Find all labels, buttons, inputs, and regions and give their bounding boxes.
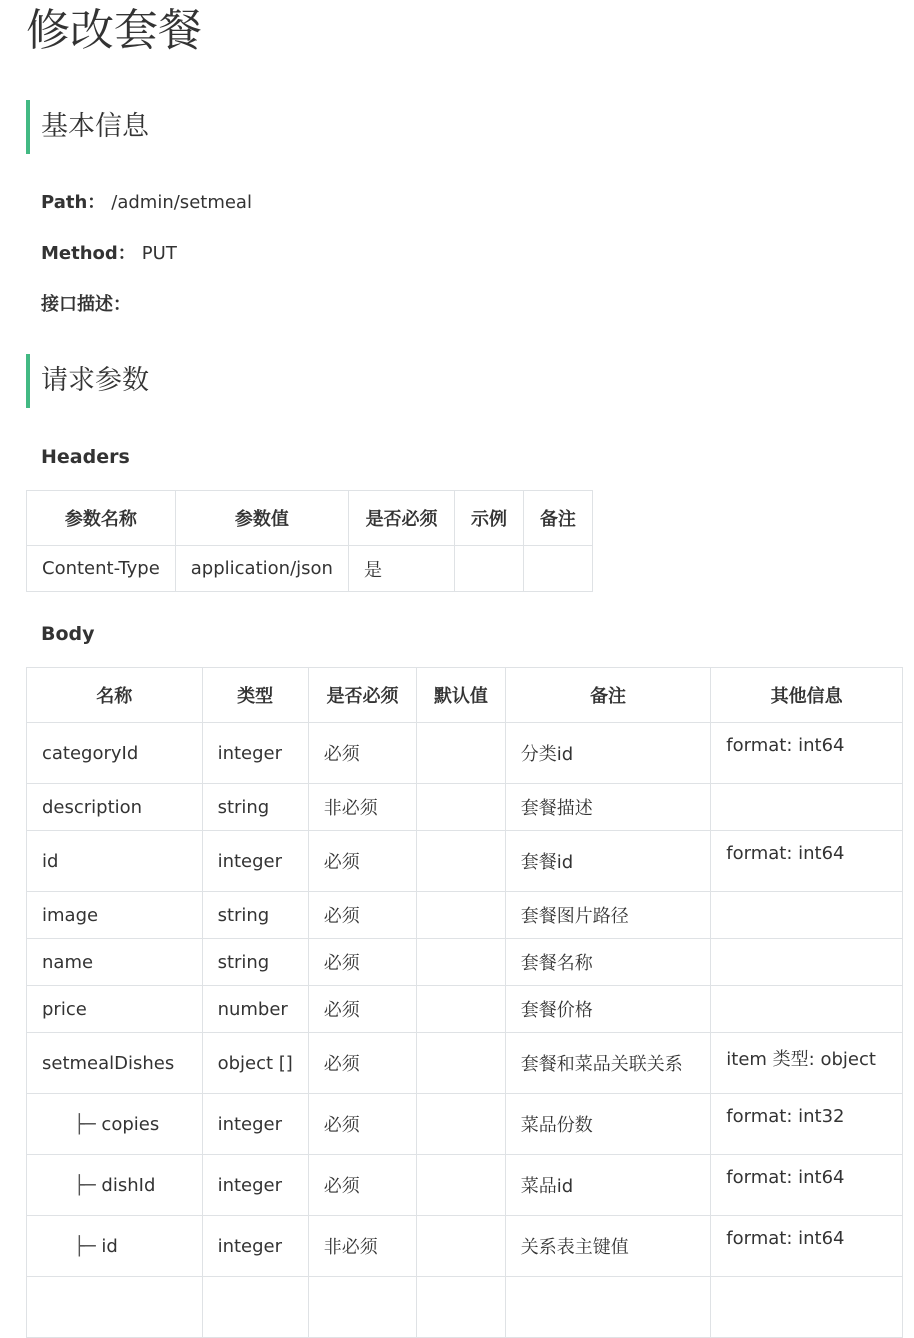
cell-remark: 套餐id [505, 831, 711, 892]
cell-default [417, 831, 506, 892]
field-name: image [42, 904, 99, 926]
cell-type: number [202, 986, 308, 1033]
headers-label: Headers [41, 446, 130, 468]
cell-other: item 类型: object [711, 1033, 903, 1094]
table-row [27, 784, 903, 831]
cell-other [711, 784, 903, 831]
cell-default [417, 986, 506, 1033]
cell-required: 必须 [308, 939, 416, 986]
body-label: Body [41, 623, 95, 645]
method-label: Method： [41, 243, 136, 264]
header-cell-required: 是 [348, 546, 454, 592]
cell-type: integer [202, 1155, 308, 1216]
cell-name [27, 1155, 203, 1216]
table-row [27, 986, 903, 1033]
header-cell-value: application/json [175, 546, 348, 592]
cell-name [27, 1094, 203, 1155]
field-name: copies [101, 1113, 160, 1135]
cell-required: 必须 [308, 986, 416, 1033]
cell-default [417, 1033, 506, 1094]
description-line [41, 293, 131, 317]
cell-name [27, 784, 203, 831]
field-name: dishId [101, 1174, 156, 1196]
cell-default [417, 1216, 506, 1277]
cell-type [202, 1277, 308, 1338]
table-row [27, 1155, 903, 1216]
cell-remark: 关系表主键值 [505, 1216, 711, 1277]
cell-remark: 菜品id [505, 1155, 711, 1216]
cell-other: format: int32 [711, 1094, 903, 1155]
table-row [27, 723, 903, 784]
cell-name [27, 1277, 203, 1338]
header-col-param-name: 参数名称 [27, 491, 176, 546]
cell-type: integer [202, 723, 308, 784]
cell-name [27, 1033, 203, 1094]
table-row [27, 939, 903, 986]
cell-default [417, 723, 506, 784]
header-col-example: 示例 [455, 491, 524, 546]
cell-type: integer [202, 1216, 308, 1277]
cell-default [417, 784, 506, 831]
cell-name [27, 723, 203, 784]
cell-required: 非必须 [308, 784, 416, 831]
cell-required [308, 1277, 416, 1338]
body-col-type: 类型 [202, 668, 308, 723]
cell-type: string [202, 939, 308, 986]
table-row [27, 1216, 903, 1277]
cell-name [27, 939, 203, 986]
headers-table-row [27, 546, 593, 592]
cell-remark [505, 1277, 711, 1338]
cell-other: format: int64 [711, 831, 903, 892]
cell-default [417, 892, 506, 939]
body-col-other: 其他信息 [711, 668, 903, 723]
section-heading-request-params: 请求参数 [26, 354, 149, 408]
header-col-param-value: 参数值 [175, 491, 348, 546]
header-cell-remark [523, 546, 592, 592]
description-label: 接口描述： [41, 294, 131, 315]
cell-other: format: int64 [711, 723, 903, 784]
cell-remark: 套餐和菜品关联关系 [505, 1033, 711, 1094]
header-col-required: 是否必须 [348, 491, 454, 546]
table-row [27, 892, 903, 939]
body-table-header-row [27, 668, 903, 723]
field-name: description [42, 796, 143, 818]
headers-table [26, 490, 593, 592]
body-col-remark: 备注 [505, 668, 711, 723]
cell-required: 必须 [308, 1033, 416, 1094]
body-table [26, 667, 903, 1338]
cell-type: string [202, 784, 308, 831]
section-heading-basic-info: 基本信息 [26, 100, 149, 154]
cell-type: object [] [202, 1033, 308, 1094]
cell-type: string [202, 892, 308, 939]
header-cell-name: Content-Type [27, 546, 176, 592]
cell-other: format: int64 [711, 1216, 903, 1277]
table-row [27, 831, 903, 892]
cell-required: 必须 [308, 831, 416, 892]
cell-required: 必须 [308, 1094, 416, 1155]
body-col-required: 是否必须 [308, 668, 416, 723]
cell-other [711, 892, 903, 939]
table-row [27, 1033, 903, 1094]
field-name: categoryId [42, 742, 139, 764]
cell-required: 必须 [308, 723, 416, 784]
cell-remark: 套餐描述 [505, 784, 711, 831]
cell-remark: 套餐图片路径 [505, 892, 711, 939]
header-cell-example [455, 546, 524, 592]
path-value: /admin/setmeal [111, 192, 252, 213]
cell-required: 必须 [308, 892, 416, 939]
field-name: name [42, 951, 94, 973]
cell-type: integer [202, 1094, 308, 1155]
field-name: id [42, 850, 59, 872]
tree-branch-icon: ├─ [74, 1235, 96, 1257]
cell-name [27, 831, 203, 892]
page-title: 修改套餐 [26, 5, 202, 56]
cell-default [417, 939, 506, 986]
cell-other [711, 1277, 903, 1338]
path-label: Path： [41, 192, 106, 213]
cell-remark: 套餐价格 [505, 986, 711, 1033]
method-value: PUT [141, 243, 177, 264]
cell-other: format: int64 [711, 1155, 903, 1216]
table-row [27, 1094, 903, 1155]
cell-name [27, 892, 203, 939]
path-line [41, 191, 252, 215]
cell-default [417, 1277, 506, 1338]
tree-branch-icon: ├─ [74, 1113, 96, 1135]
field-name: price [42, 998, 87, 1020]
cell-required: 非必须 [308, 1216, 416, 1277]
cell-remark: 套餐名称 [505, 939, 711, 986]
header-col-remark: 备注 [523, 491, 592, 546]
method-line [41, 242, 177, 266]
cell-other [711, 986, 903, 1033]
field-name: setmealDishes [42, 1052, 175, 1074]
cell-remark: 菜品份数 [505, 1094, 711, 1155]
cell-name [27, 986, 203, 1033]
cell-default [417, 1094, 506, 1155]
body-col-name: 名称 [27, 668, 203, 723]
cell-default [417, 1155, 506, 1216]
field-name: id [101, 1235, 118, 1257]
tree-branch-icon: ├─ [74, 1174, 96, 1196]
headers-table-header-row [27, 491, 593, 546]
body-col-default: 默认值 [417, 668, 506, 723]
cell-required: 必须 [308, 1155, 416, 1216]
cell-type: integer [202, 831, 308, 892]
cell-other [711, 939, 903, 986]
table-row [27, 1277, 903, 1338]
cell-name [27, 1216, 203, 1277]
cell-remark: 分类id [505, 723, 711, 784]
